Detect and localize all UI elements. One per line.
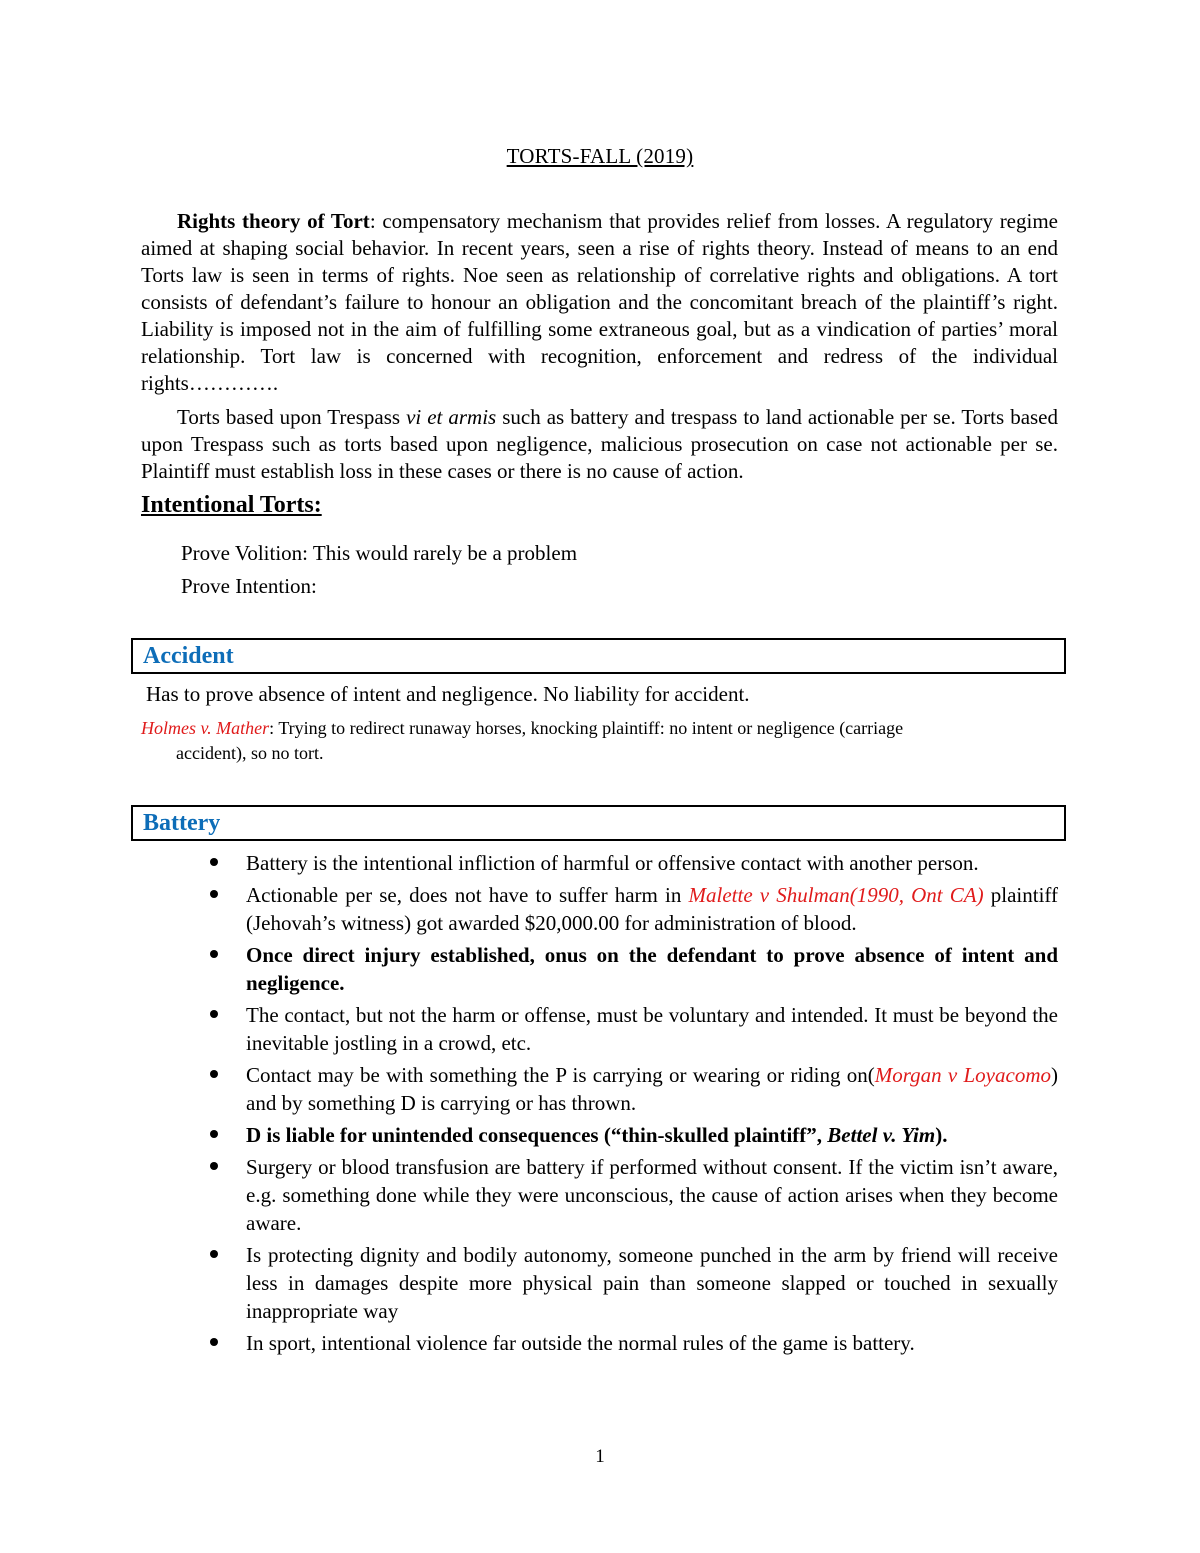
bullet-icon: [210, 890, 218, 898]
malette-case-name: Malette v Shulman(1990, Ont CA): [688, 883, 984, 907]
bettel-case-name: Bettel v. Yim: [827, 1123, 936, 1147]
accident-heading: Accident: [143, 643, 234, 669]
list-item: Contact may be with something the P is carrying or wearing or riding on(Morgan v Loyacomo) and by something D is carrying or has thrown.: [206, 1061, 1058, 1117]
bullet-icon: [210, 1070, 218, 1078]
page-number: 1: [595, 1446, 605, 1467]
trespass-text-2: such as battery and trespass to land actionable per se. Torts based upon Trespass such as torts based upon negligence, malicious prosecution on case not actionable per se. Plaintiff must establish loss in these cases or there is no cause of action.: [141, 405, 1059, 483]
accident-heading-box: [131, 638, 1066, 674]
bullet-icon: [210, 858, 218, 866]
list-item: D is liable for unintended consequences (“thin-skulled plaintiff”, Bettel v. Yim).: [206, 1121, 1058, 1149]
list-item: The contact, but not the harm or offense, must be voluntary and intended. It must be beyond the inevitable jostling in a crowd, etc.: [206, 1001, 1058, 1057]
rights-theory-paragraph: [141, 208, 1058, 397]
rights-theory-text: : compensatory mechanism that provides relief from losses. A regulatory regime aimed at shaping social behavior. In recent years, seen a rise of rights theory. Instead of means to an end Torts law is seen in terms of rights. Noe seen as relationship of correlative rights and obligations. A tort consists of defendant’s failure to honour an obligation and the concomitant breach of the plaintiff’s right. Liability is imposed not in the aim of fulfilling some extraneous goal, but as a vindication of parties’ moral relationship. Tort law is concerned with recognition, enforcement and redress of the individual rights………….: [141, 209, 1058, 395]
list-item: Once direct injury established, onus on the defendant to prove absence of intent and negligence.: [206, 941, 1058, 997]
trespass-latin: vi et armis: [406, 405, 497, 429]
bullet-icon: [210, 950, 218, 958]
list-item: Actionable per se, does not have to suffer harm in Malette v Shulman(1990, Ont CA) plaintiff (Jehovah’s witness) got awarded $20,000.00 for administration of blood.: [206, 881, 1058, 937]
bullet-icon: [210, 1130, 218, 1138]
trespass-paragraph: [141, 404, 1058, 485]
list-item: Is protecting dignity and bodily autonomy, someone punched in the arm by friend will receive less in damages despite more physical pain than someone slapped or touched in sexually inappropriate way: [206, 1241, 1058, 1325]
holmes-case-paragraph: [141, 716, 1061, 766]
bullet-icon: [210, 1162, 218, 1170]
morgan-case-name: Morgan v Loyacomo: [874, 1063, 1051, 1087]
bullet-icon: [210, 1338, 218, 1346]
battery-bullet-list: [206, 849, 1058, 1361]
list-item: Battery is the intentional infliction of harmful or offensive contact with another person.: [206, 849, 1058, 877]
list-item: In sport, intentional violence far outside the normal rules of the game is battery.: [206, 1329, 1058, 1357]
document-title: TORTS-FALL (2019): [506, 144, 694, 168]
holmes-case-text-1: : Trying to redirect runaway horses, knocking plaintiff: no intent or negligence (carriage: [269, 718, 904, 738]
intentional-torts-heading: Intentional Torts:: [141, 492, 322, 518]
rights-theory-label: Rights theory of Tort: [177, 209, 370, 233]
list-item: Surgery or blood transfusion are battery if performed without consent. If the victim isn’t aware, e.g. something done while they were unconscious, the cause of action arises when they become aware.: [206, 1153, 1058, 1237]
accident-text: Has to prove absence of intent and negligence. No liability for accident.: [146, 682, 750, 706]
prove-volition: Prove Volition: This would rarely be a problem: [181, 541, 578, 565]
battery-heading: Battery: [143, 810, 221, 836]
holmes-case-name: Holmes v. Mather: [141, 718, 270, 738]
battery-heading-box: [131, 805, 1066, 841]
prove-intention: Prove Intention:: [181, 574, 317, 598]
bullet-icon: [210, 1250, 218, 1258]
bullet-icon: [210, 1010, 218, 1018]
holmes-case-text-2: accident), so no tort.: [176, 743, 324, 763]
trespass-text-1: Torts based upon Trespass: [177, 405, 407, 429]
